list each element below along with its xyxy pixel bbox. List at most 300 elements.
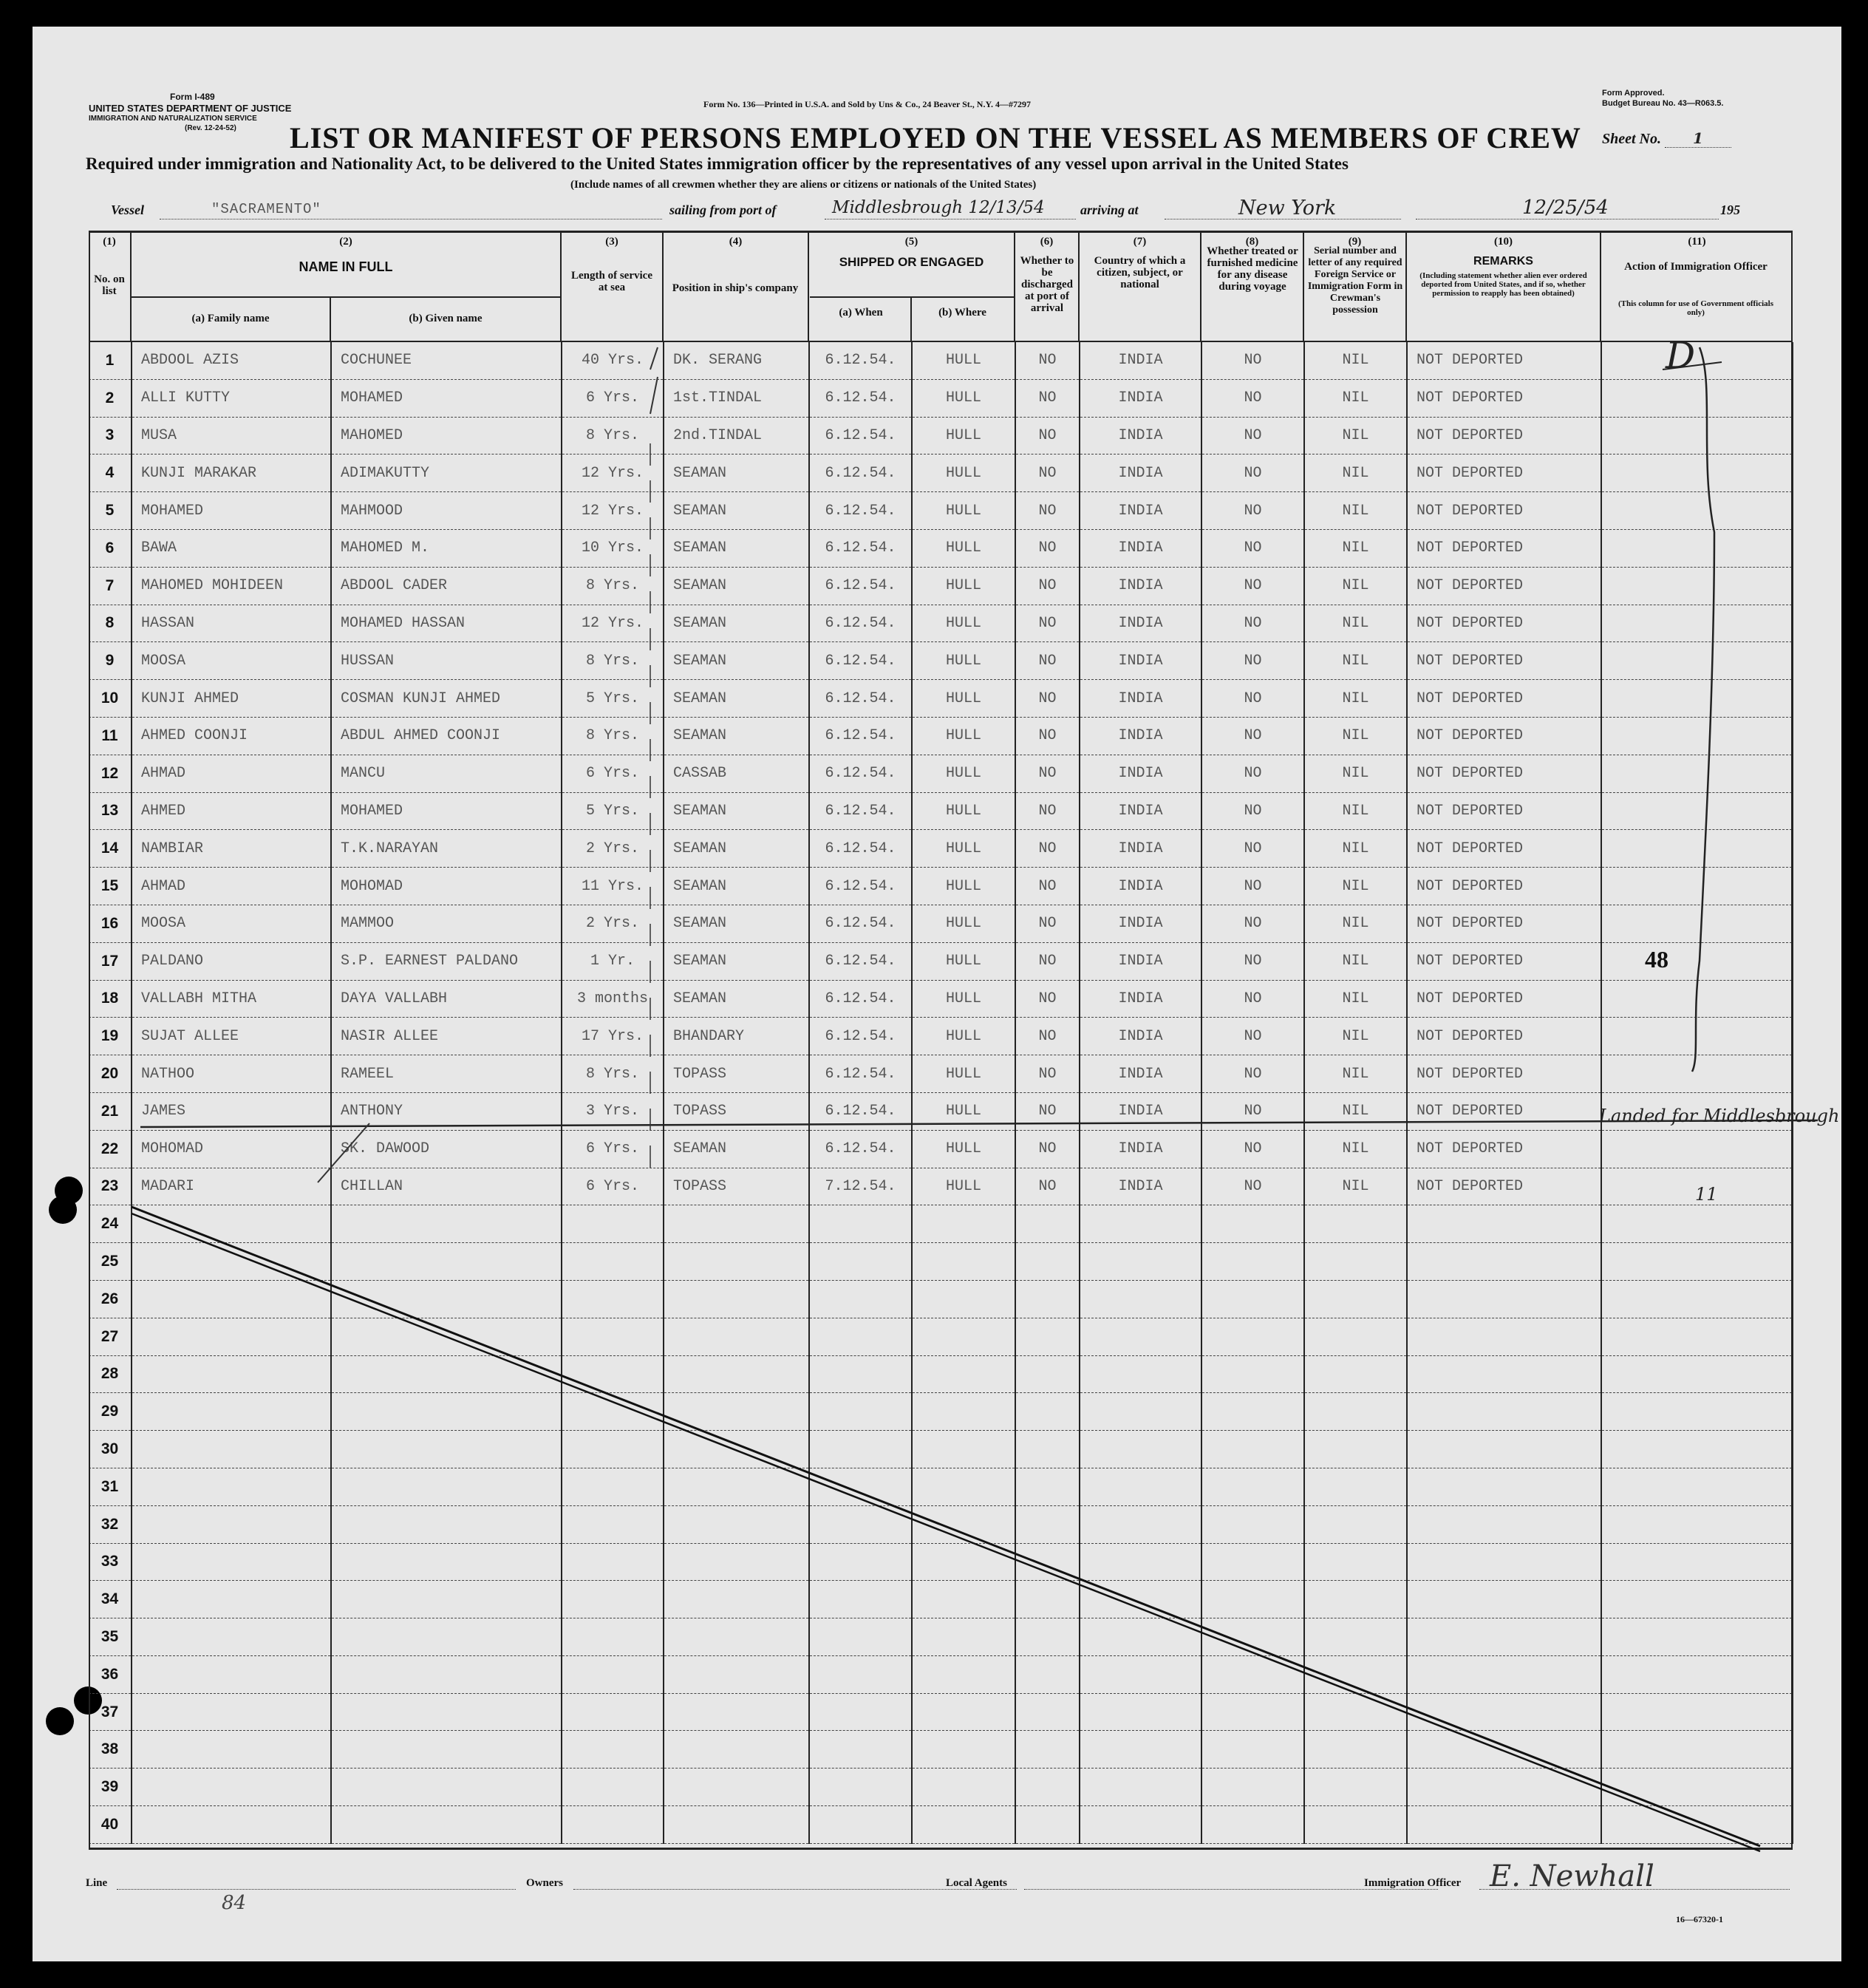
cell-service: 8 Yrs. [562, 642, 664, 680]
cell-medicine: NO [1201, 1130, 1304, 1168]
row-number: 40 [89, 1806, 132, 1844]
col8-head: Whether treated or furnished medicine for any disease during voyage [1207, 245, 1298, 293]
cell-serial: NIL [1304, 492, 1407, 530]
row-number: 20 [89, 1055, 132, 1093]
include-note: (Include names of all crewmen whether they are aliens or citizens or nationals of the United States) [570, 179, 1037, 191]
col6-num: (6) [1040, 236, 1054, 248]
cell-serial: NIL [1304, 1092, 1407, 1130]
cell-given: MAHOMED M. [331, 529, 562, 567]
cell-country: INDIA [1080, 342, 1201, 379]
cell-when: 6.12.54. [809, 1055, 912, 1093]
row-number: 27 [89, 1318, 132, 1355]
cell-when: 6.12.54. [809, 342, 912, 379]
col3-head: Length of service at sea [571, 270, 652, 293]
department: UNITED STATES DEPARTMENT OF JUSTICE [89, 103, 292, 114]
cell-where: HULL [912, 342, 1015, 379]
row-number: 30 [89, 1431, 132, 1468]
cell-family: AHMED [132, 792, 331, 830]
cell-remarks: NOT DEPORTED [1407, 567, 1601, 605]
cell-serial: NIL [1304, 642, 1407, 680]
cell-where: HULL [912, 717, 1015, 755]
cell-service: 10 Yrs. [562, 529, 664, 567]
row-number: 36 [89, 1655, 132, 1693]
cell-when: 6.12.54. [809, 1018, 912, 1055]
cell-serial: NIL [1304, 755, 1407, 792]
cell-given: COSMAN KUNJI AHMED [331, 680, 562, 718]
cell-remarks: NOT DEPORTED [1407, 905, 1601, 942]
cell-where: HULL [912, 1168, 1015, 1205]
revision: (Rev. 12-24-52) [185, 124, 236, 132]
cell-medicine: NO [1201, 830, 1304, 868]
sheet-label: Sheet No. [1602, 131, 1661, 147]
col5-num: (5) [904, 236, 918, 248]
cell-medicine: NO [1201, 905, 1304, 942]
row-number: 16 [89, 905, 132, 942]
bracket-mark [1692, 347, 1714, 1072]
col5b-head: (b) Where [938, 307, 986, 319]
cell-discharged: NO [1015, 755, 1080, 792]
cell-given: HUSSAN [331, 642, 562, 680]
row-number: 33 [89, 1543, 132, 1581]
cell-serial: NIL [1304, 868, 1407, 905]
cell-service: 12 Yrs. [562, 455, 664, 492]
cell-where: HULL [912, 529, 1015, 567]
cell-position: DK. SERANG [664, 342, 809, 379]
cell-discharged: NO [1015, 342, 1080, 379]
cell-when: 6.12.54. [809, 755, 912, 792]
cell-discharged: NO [1015, 492, 1080, 530]
cell-country: INDIA [1080, 1092, 1201, 1130]
page-subtitle: Required under immigration and Nationality Act, to be delivered to the United States immigration officer by the representatives of any vessel upon arrival in the United States [86, 154, 1349, 173]
cell-remarks: NOT DEPORTED [1407, 755, 1601, 792]
cell-service: 5 Yrs. [562, 792, 664, 830]
cell-where: HULL [912, 1092, 1015, 1130]
col2-num: (2) [339, 236, 352, 248]
cell-discharged: NO [1015, 792, 1080, 830]
form-number: Form I-489 [170, 92, 215, 102]
row-number: 17 [89, 942, 132, 980]
cell-service: 11 Yrs. [562, 868, 664, 905]
cell-position: SEAMAN [664, 717, 809, 755]
cell-medicine: NO [1201, 755, 1304, 792]
col5-head: SHIPPED OR ENGAGED [839, 255, 984, 269]
cell-position: SEAMAN [664, 642, 809, 680]
cell-serial: NIL [1304, 379, 1407, 417]
cell-service: 6 Yrs. [562, 1168, 664, 1205]
cell-given: MAHMOOD [331, 492, 562, 530]
row-number: 14 [89, 830, 132, 868]
cell-country: INDIA [1080, 905, 1201, 942]
cell-medicine: NO [1201, 1018, 1304, 1055]
cell-given: MANCU [331, 755, 562, 792]
row-number: 10 [89, 680, 132, 718]
cell-position: SEAMAN [664, 868, 809, 905]
cell-remarks: NOT DEPORTED [1407, 980, 1601, 1018]
agents-label: Local Agents [946, 1877, 1007, 1889]
cell-medicine: NO [1201, 605, 1304, 642]
cell-discharged: NO [1015, 942, 1080, 980]
cell-discharged: NO [1015, 980, 1080, 1018]
line-label: Line [86, 1877, 108, 1889]
cell-when: 6.12.54. [809, 942, 912, 980]
row-number: 19 [89, 1018, 132, 1055]
col3-num: (3) [605, 236, 618, 248]
cell-serial: NIL [1304, 1130, 1407, 1168]
cell-medicine: NO [1201, 417, 1304, 455]
cell-where: HULL [912, 492, 1015, 530]
sailing-label: sailing from port of [669, 202, 777, 217]
cell-discharged: NO [1015, 1130, 1080, 1168]
cell-discharged: NO [1015, 680, 1080, 718]
cell-medicine: NO [1201, 642, 1304, 680]
cell-given: MOHAMED HASSAN [331, 605, 562, 642]
cell-serial: NIL [1304, 792, 1407, 830]
cell-country: INDIA [1080, 1130, 1201, 1168]
officer-signature: E. Newhall [1490, 1859, 1654, 1893]
cell-given: MOHAMED [331, 792, 562, 830]
cell-given: ANTHONY [331, 1092, 562, 1130]
cell-remarks: NOT DEPORTED [1407, 1055, 1601, 1093]
cell-given: ABDUL AHMED COONJI [331, 717, 562, 755]
cell-service: 3 Yrs. [562, 1092, 664, 1130]
row-number: 22 [89, 1130, 132, 1168]
arriving-value: New York [1238, 197, 1337, 219]
cell-given: DAYA VALLABH [331, 980, 562, 1018]
cell-discharged: NO [1015, 529, 1080, 567]
cell-discharged: NO [1015, 830, 1080, 868]
cell-family: MADARI [132, 1168, 331, 1205]
cell-when: 6.12.54. [809, 1092, 912, 1130]
col7-num: (7) [1133, 236, 1147, 248]
cell-serial: NIL [1304, 980, 1407, 1018]
budget-number: Budget Bureau No. 43—R063.5. [1602, 99, 1724, 108]
year-suffix: 195 [1720, 202, 1740, 217]
cell-service: 8 Yrs. [562, 1055, 664, 1093]
row-number: 39 [89, 1769, 132, 1806]
cell-where: HULL [912, 417, 1015, 455]
row-number: 4 [89, 455, 132, 492]
cell-serial: NIL [1304, 1168, 1407, 1205]
col10-num: (10) [1494, 236, 1513, 248]
cell-country: INDIA [1080, 1055, 1201, 1093]
cell-given: S.P. EARNEST PALDANO [331, 942, 562, 980]
cell-service: 8 Yrs. [562, 567, 664, 605]
cell-when: 6.12.54. [809, 1130, 912, 1168]
cell-when: 6.12.54. [809, 529, 912, 567]
cell-remarks: NOT DEPORTED [1407, 642, 1601, 680]
cell-serial: NIL [1304, 680, 1407, 718]
cell-remarks: NOT DEPORTED [1407, 868, 1601, 905]
cell-given: RAMEEL [331, 1055, 562, 1093]
sheet-value: 1 [1665, 129, 1731, 148]
col10-head: REMARKS [1473, 255, 1533, 268]
cell-position: CASSAB [664, 755, 809, 792]
cell-when: 7.12.54. [809, 1168, 912, 1205]
cell-given: T.K.NARAYAN [331, 830, 562, 868]
cell-discharged: NO [1015, 1018, 1080, 1055]
cell-country: INDIA [1080, 567, 1201, 605]
cell-family: HASSAN [132, 605, 331, 642]
cell-family: KUNJI MARAKAR [132, 455, 331, 492]
cell-service: 5 Yrs. [562, 680, 664, 718]
d-mark: D [1666, 334, 1696, 377]
col10-sub: (Including statement whether alien ever ordered deported from United States, and if so, whether permission to reapply has been obtained) [1419, 271, 1587, 298]
cell-given: NASIR ALLEE [331, 1018, 562, 1055]
cell-discharged: NO [1015, 1055, 1080, 1093]
form-approval: Form Approved. [1602, 89, 1665, 98]
cell-given: CHILLAN [331, 1168, 562, 1205]
cell-remarks: NOT DEPORTED [1407, 1168, 1601, 1205]
cell-service: 12 Yrs. [562, 492, 664, 530]
cell-remarks: NOT DEPORTED [1407, 379, 1601, 417]
cell-remarks: NOT DEPORTED [1407, 717, 1601, 755]
cell-position: SEAMAN [664, 830, 809, 868]
cell-discharged: NO [1015, 567, 1080, 605]
cell-serial: NIL [1304, 605, 1407, 642]
cell-medicine: NO [1201, 1092, 1304, 1130]
cell-where: HULL [912, 830, 1015, 868]
cell-remarks: NOT DEPORTED [1407, 1130, 1601, 1168]
cell-country: INDIA [1080, 868, 1201, 905]
row-number: 24 [89, 1205, 132, 1243]
cell-serial: NIL [1304, 529, 1407, 567]
cell-where: HULL [912, 755, 1015, 792]
cell-family: MOOSA [132, 642, 331, 680]
cell-service: 12 Yrs. [562, 605, 664, 642]
cell-position: SEAMAN [664, 1130, 809, 1168]
cell-serial: NIL [1304, 830, 1407, 868]
cell-when: 6.12.54. [809, 417, 912, 455]
cell-family: AHMED COONJI [132, 717, 331, 755]
cell-discharged: NO [1015, 455, 1080, 492]
cell-family: MUSA [132, 417, 331, 455]
cell-medicine: NO [1201, 942, 1304, 980]
cell-country: INDIA [1080, 379, 1201, 417]
row21-note: Landed for Middlesbrough [1599, 1106, 1840, 1126]
col2-head: NAME IN FULL [299, 259, 393, 274]
cell-given: MOHAMED [331, 379, 562, 417]
col11-num: (11) [1688, 236, 1706, 248]
cell-discharged: NO [1015, 605, 1080, 642]
cell-serial: NIL [1304, 417, 1407, 455]
cell-remarks: NOT DEPORTED [1407, 455, 1601, 492]
cell-medicine: NO [1201, 1168, 1304, 1205]
row-number: 7 [89, 567, 132, 605]
col5a-head: (a) When [839, 307, 883, 319]
cell-family: NAMBIAR [132, 830, 331, 868]
cell-family: SUJAT ALLEE [132, 1018, 331, 1055]
footer-code: 16—67320-1 [1676, 1914, 1723, 1924]
col7-head: Country of which a citizen, subject, or national [1094, 255, 1186, 290]
cell-medicine: NO [1201, 342, 1304, 379]
cell-discharged: NO [1015, 1168, 1080, 1205]
cell-country: INDIA [1080, 717, 1201, 755]
cell-remarks: NOT DEPORTED [1407, 830, 1601, 868]
cell-service: 1 Yr. [562, 942, 664, 980]
cell-when: 6.12.54. [809, 642, 912, 680]
col11-sub: (This column for use of Government officials only) [1618, 299, 1773, 317]
cell-position: SEAMAN [664, 567, 809, 605]
row-number: 11 [89, 717, 132, 755]
cell-when: 6.12.54. [809, 605, 912, 642]
cell-country: INDIA [1080, 455, 1201, 492]
col4-head: Position in ship's company [672, 282, 799, 294]
cell-position: SEAMAN [664, 605, 809, 642]
cell-where: HULL [912, 905, 1015, 942]
cell-when: 6.12.54. [809, 567, 912, 605]
cell-where: HULL [912, 1055, 1015, 1093]
cell-medicine: NO [1201, 680, 1304, 718]
count-mark: 48 [1645, 946, 1668, 973]
cell-remarks: NOT DEPORTED [1407, 792, 1601, 830]
cell-country: INDIA [1080, 792, 1201, 830]
cell-medicine: NO [1201, 717, 1304, 755]
row-number: 31 [89, 1468, 132, 1505]
row-number: 29 [89, 1393, 132, 1431]
cell-service: 8 Yrs. [562, 717, 664, 755]
cell-family: JAMES [132, 1092, 331, 1130]
cell-remarks: NOT DEPORTED [1407, 1018, 1601, 1055]
cell-position: 1st.TINDAL [664, 379, 809, 417]
cell-country: INDIA [1080, 1168, 1201, 1205]
page-title: LIST OR MANIFEST OF PERSONS EMPLOYED ON THE VESSEL AS MEMBERS OF CREW [290, 121, 1581, 154]
cell-country: INDIA [1080, 642, 1201, 680]
page-mark: 84 [222, 1892, 247, 1914]
cell-family: VALLABH MITHA [132, 980, 331, 1018]
col11-head: Action of Immigration Officer [1624, 261, 1768, 273]
row-number: 18 [89, 980, 132, 1018]
cell-discharged: NO [1015, 1092, 1080, 1130]
cell-family: AHMAD [132, 755, 331, 792]
cell-position: TOPASS [664, 1168, 809, 1205]
cell-discharged: NO [1015, 905, 1080, 942]
cell-remarks: NOT DEPORTED [1407, 529, 1601, 567]
cell-serial: NIL [1304, 1055, 1407, 1093]
cell-where: HULL [912, 868, 1015, 905]
cell-service: 6 Yrs. [562, 755, 664, 792]
cell-country: INDIA [1080, 605, 1201, 642]
cell-when: 6.12.54. [809, 830, 912, 868]
cell-country: INDIA [1080, 942, 1201, 980]
cell-when: 6.12.54. [809, 980, 912, 1018]
vessel-value: "SACRAMENTO" [211, 201, 321, 217]
cell-medicine: NO [1201, 1055, 1304, 1093]
row-number: 21 [89, 1092, 132, 1130]
strike-row-21 [140, 1120, 1818, 1127]
cell-when: 6.12.54. [809, 379, 912, 417]
cell-remarks: NOT DEPORTED [1407, 605, 1601, 642]
cell-discharged: NO [1015, 868, 1080, 905]
cell-family: ABDOOL AZIS [132, 342, 331, 379]
cell-medicine: NO [1201, 868, 1304, 905]
row-number: 9 [89, 642, 132, 680]
cell-serial: NIL [1304, 567, 1407, 605]
owners-label: Owners [526, 1877, 563, 1889]
row-number: 28 [89, 1355, 132, 1393]
row-number: 25 [89, 1243, 132, 1281]
cell-where: HULL [912, 642, 1015, 680]
col9-head: Serial number and letter of any required Foreign Service or Immigration Form in Crewman's possession [1307, 245, 1403, 316]
cell-remarks: NOT DEPORTED [1407, 342, 1601, 379]
col2b-head: (b) Given name [409, 313, 483, 324]
cell-service: 17 Yrs. [562, 1018, 664, 1055]
cell-given: MOHOMAD [331, 868, 562, 905]
cell-family: MOHAMED [132, 492, 331, 530]
cell-discharged: NO [1015, 379, 1080, 417]
cell-family: MOOSA [132, 905, 331, 942]
cell-family: NATHOO [132, 1055, 331, 1093]
cell-position: SEAMAN [664, 792, 809, 830]
row-number: 13 [89, 792, 132, 830]
cell-when: 6.12.54. [809, 680, 912, 718]
cell-country: INDIA [1080, 680, 1201, 718]
row-number: 12 [89, 755, 132, 792]
cell-service: 2 Yrs. [562, 830, 664, 868]
printer-line: Form No. 136—Printed in U.S.A. and Sold by Uns & Co., 24 Beaver St., N.Y. 4—#7297 [703, 99, 1032, 109]
cell-where: HULL [912, 567, 1015, 605]
cell-discharged: NO [1015, 417, 1080, 455]
cell-medicine: NO [1201, 529, 1304, 567]
cell-service: 40 Yrs. [562, 342, 664, 379]
cell-country: INDIA [1080, 755, 1201, 792]
vessel-label: Vessel [111, 202, 144, 217]
arrival-date: 12/25/54 [1522, 197, 1609, 219]
cell-country: INDIA [1080, 492, 1201, 530]
cell-service: 3 months [562, 980, 664, 1018]
col4-num: (4) [729, 236, 743, 248]
cell-medicine: NO [1201, 980, 1304, 1018]
cancel-line [132, 1213, 1760, 1851]
cancel-line [132, 1207, 1760, 1846]
cell-serial: NIL [1304, 905, 1407, 942]
cell-given: COCHUNEE [331, 342, 562, 379]
cell-when: 6.12.54. [809, 717, 912, 755]
cell-position: SEAMAN [664, 680, 809, 718]
cell-position: SEAMAN [664, 905, 809, 942]
cell-discharged: NO [1015, 642, 1080, 680]
col2a-head: (a) Family name [191, 313, 270, 324]
cell-when: 6.12.54. [809, 868, 912, 905]
col1-head: No. on list [94, 273, 125, 297]
row-number: 15 [89, 868, 132, 905]
cell-position: SEAMAN [664, 455, 809, 492]
cell-when: 6.12.54. [809, 492, 912, 530]
row-number: 35 [89, 1618, 132, 1656]
cell-family: ALLI KUTTY [132, 379, 331, 417]
cell-service: 6 Yrs. [562, 379, 664, 417]
cell-service: 2 Yrs. [562, 905, 664, 942]
cell-service: 6 Yrs. [562, 1130, 664, 1168]
cell-family: MAHOMED MOHIDEEN [132, 567, 331, 605]
cell-where: HULL [912, 1018, 1015, 1055]
cell-family: AHMAD [132, 868, 331, 905]
footer [86, 1859, 1793, 1902]
cell-given: SK. DAWOOD [331, 1130, 562, 1168]
row-number: 8 [89, 605, 132, 642]
cell-remarks: NOT DEPORTED [1407, 492, 1601, 530]
cell-serial: NIL [1304, 1018, 1407, 1055]
cell-country: INDIA [1080, 417, 1201, 455]
sailing-value: Middlesbrough 12/13/54 [832, 198, 1045, 217]
row23-mark: 11 [1695, 1184, 1718, 1205]
col9-num: (9) [1348, 236, 1362, 248]
cell-country: INDIA [1080, 830, 1201, 868]
cell-family: KUNJI AHMED [132, 680, 331, 718]
row-number: 2 [89, 379, 132, 417]
cell-when: 6.12.54. [809, 455, 912, 492]
cell-where: HULL [912, 1130, 1015, 1168]
cell-where: HULL [912, 942, 1015, 980]
